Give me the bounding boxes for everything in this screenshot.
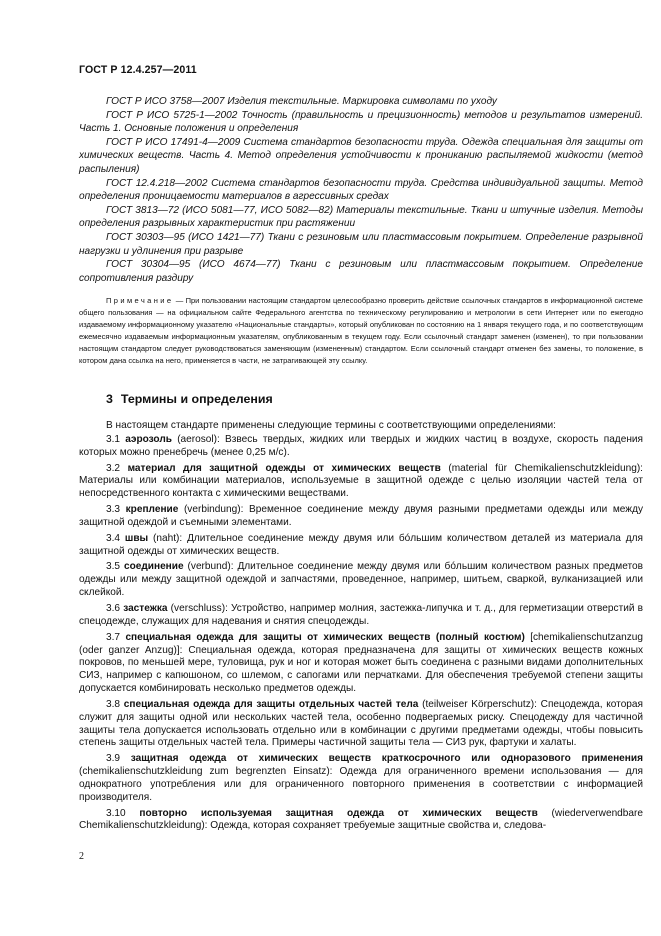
term-name: специальная одежда для защиты отдельных частей тела [123,698,419,710]
term-entry [79,561,643,600]
term-number: 3.5 [106,561,121,573]
term-definition: (naht): Длительное соединение между двумя или бóльшим количеством деталей из материала для защитной одежды от химических веществ. [79,532,643,557]
term-number: 3.10 [106,807,126,819]
note-block [79,295,643,366]
term-number: 3.8 [106,698,121,710]
term-name: повторно используемая защитная одежда от химических веществ [139,807,538,819]
term-name: крепление [125,504,179,516]
page-header: ГОСТ Р 12.4.257—2011 [79,64,197,76]
reference-item: ГОСТ 30304—95 (ИСО 4674—77) Ткани с резиновым или пластмассовым покрытием. Определение сопротивления раздиру [79,259,643,284]
reference-item: ГОСТ 3813—72 (ИСО 5081—77, ИСО 5082—82) Материалы текстильные. Ткани и штучные изделия. Методы определения разрывных характеристик при растяжении [79,204,643,230]
term-name: специальная одежда для защиты от химических веществ (полный костюм) [125,631,525,643]
term-number: 3.3 [106,504,121,516]
reference-item: ГОСТ 12.4.218—2002 Система стандартов безопасности труда. Средства индивидуальной защиты. Метод определения проницаемости материалов в агрессивных средах [79,177,643,203]
reference-item: ГОСТ 30303—95 (ИСО 1421—77) Ткани с резиновым или пластмассовым покрытием. Определение разрывной нагрузки и удлинения при разрыве [79,231,643,257]
term-entry [79,434,643,460]
reference-item: ГОСТ Р ИСО 5725-1—2002 Точность (правильность и прецизионность) методов и результатов измерений. Часть 1. Основные положения и определения [79,109,643,135]
term-name: материал для защитной одежды от химических веществ [127,462,441,474]
reference-item: ГОСТ Р ИСО 17491-4—2009 Система стандартов безопасности труда. Одежда специальная для защиты от химических веществ. Часть 4. Метод определения устойчивости к прониканию распыляемой жидкости (метод распыления) [79,136,643,175]
terms-list [79,420,643,836]
term-entry [79,463,643,502]
page-number: 2 [79,851,84,862]
term-entry [79,603,643,629]
term-definition: (chemikalienschutzkleidung zum begrenzten Einsatz): Одежда для ограниченного времени использования — для однократного употребления или для ограниченного повторного применения в соответствии с информацией производителя. [79,766,643,803]
term-definition: (wiederverwendbare Chemikalienschutzkleidung): Одежда, которая сохраняет требуемые защитные свойства и, следова- [79,807,643,832]
section-number: 3 [106,392,113,406]
term-number: 3.4 [106,532,121,544]
note-text: — При пользовании настоящим стандартом целесообразно проверить действие ссылочных стандартов в информационной системе общего пользования — на официальном сайте Федерального агентства по техническому регулированию и метрологии в сети Интернет или по ежегодно издаваемому информационному указателю «Национальные стандарты», который опубликован по состоянию на 1 января текущего года, и по соответствующим ежемесячно издаваемым информационным указателям, опубликованным в текущем году. Если ссылочный стандарт заменен (изменен), то при пользовании настоящим стандартом следует руководствоваться заменяющим (измененным) стандартом. Если ссылочный стандарт отменен без замены, то положение, в котором дана ссылка на него, применяется в части, не затрагивающей эту ссылку. [79,296,643,365]
term-name: швы [124,532,149,544]
terms-intro: В настоящем стандарте применены следующие термины с соответствующими определениями: [106,420,556,431]
term-entry [79,533,643,559]
note-label: Примечание [106,296,174,305]
term-definition: (teilweiser Körperschutz): Спецодежда, которая служит для защиты одной или нескольких частей тела, особенно подвергаемых риску. Спецодежду для частичной защиты тела допускается использовать отдельно или в комбинации с другими предметами одежды, чтобы повысить степень защиты отдельных частей тела. Примеры частичной защиты тела — СИЗ рук, фартуки и халаты. [79,698,644,749]
term-definition: (material für Chemikalienschutzkleidung): Материалы или комбинации материалов, используемые в защитной одежде с целью изоляции частей тела от непосредственного контакта с химическими веществами. [79,462,643,500]
term-entry [79,808,643,834]
term-entry [79,632,643,696]
section-heading [106,392,273,406]
term-definition: (verbindung): Временное соединение между двумя разными предметами одежды или между защитной одеждой и съемными элементами. [79,504,644,528]
term-entry [79,753,643,804]
term-name: защитная одежда от химических веществ краткосрочного или одноразового применения [130,753,643,765]
term-number: 3.9 [106,753,121,765]
term-number: 3.6 [106,602,121,614]
term-name: соединение [123,561,184,573]
term-entry [79,699,643,750]
term-definition: [chemikalienschutzanzug (oder ganzer Anzug)]: Специальная одежда, которая предназначена для защиты от химических веществ кожных покровов, по меньшей мере, туловища, рук и ног и которая может быть соединена с разными видами дополнительных СИЗ, например с капюшоном, со шлемом, с сапогами или перчатками. Для обеспечения требуемой степени защиты допускается комбинировать несколько предметов одежды. [79,631,643,695]
term-number: 3.7 [106,631,121,643]
term-definition: (aerosol): Взвесь твердых, жидких или твердых и жидких частиц в воздухе, скорость падения которых можно пренебречь (менее 0,25 м/с). [79,433,643,458]
reference-item: ГОСТ Р ИСО 3758—2007 Изделия текстильные. Маркировка символами по уходу [106,96,497,107]
term-name: аэрозоль [125,433,172,445]
section-title: Термины и определения [120,392,273,406]
normative-references [79,95,643,285]
term-entry [79,504,643,530]
term-definition: (verbund): Длительное соединение между двумя или бóльшим количеством разных предметов одежды или между защитной одеждой и запчастями, проведенное, например, шитьем, сваркой, вулканизацией или склейкой. [79,561,643,599]
term-definition: (verschluss): Устройство, например молния, застежка-липучка и т. д., для герметизации отверстий в спецодежде, служащих для надевания и снятия спецодежды. [79,602,643,627]
term-number: 3.2 [106,462,121,474]
term-number: 3.1 [106,433,121,445]
term-name: застежка [123,602,168,614]
